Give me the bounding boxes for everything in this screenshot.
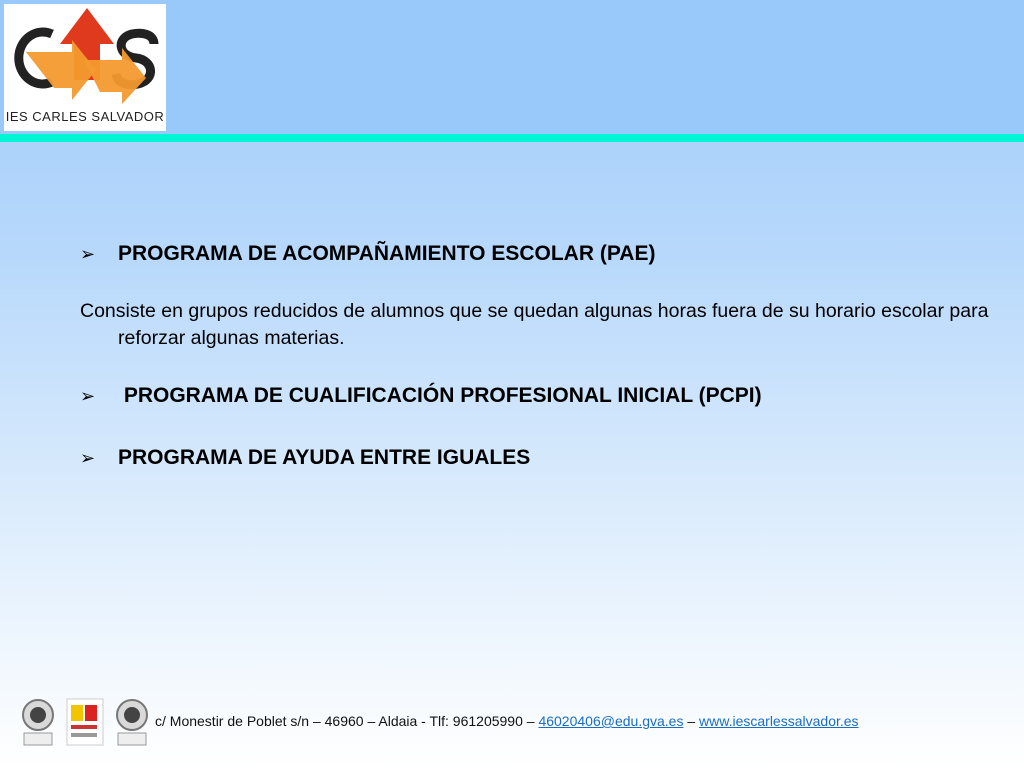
arrow-bullet-icon: ➢ xyxy=(80,448,96,468)
description-paragraph: Consiste en grupos reducidos de alumnos que se quedan algunas horas fuera de su horario escolar para reforzar algunas materias. xyxy=(80,300,989,349)
bullet-pcpi xyxy=(80,382,762,410)
email-link[interactable]: 46020406@edu.gva.es xyxy=(538,713,684,729)
website-link[interactable]: www.iescarlessalvador.es xyxy=(699,713,859,729)
footer-badges xyxy=(18,696,159,748)
header-accent-line xyxy=(0,134,1024,142)
bullet-text: PROGRAMA DE ACOMPAÑAMIENTO ESCOLAR (PAE) xyxy=(118,242,656,265)
bullet-ayuda xyxy=(80,444,530,472)
bullet-pae xyxy=(80,240,655,268)
generalitat-ef-badge-icon xyxy=(65,697,105,747)
school-logo xyxy=(4,4,166,131)
bullet-text: PROGRAMA DE AYUDA ENTRE IGUALES xyxy=(118,446,531,469)
footer-separator: – xyxy=(687,713,696,729)
excellence-400-badge-icon xyxy=(112,697,152,747)
footer-address: c/ Monestir de Poblet s/n – 46960 – Aldaia - Tlf: 961205990 – xyxy=(155,713,535,729)
arrow-bullet-icon: ➢ xyxy=(80,386,96,406)
footer-contact xyxy=(155,713,859,729)
excellence-300-badge-icon xyxy=(18,697,58,747)
bullet-text: PROGRAMA DE CUALIFICACIÓN PROFESIONAL INICIAL (PCPI) xyxy=(118,384,762,407)
logo-text: IES CARLES SALVADOR xyxy=(5,109,165,124)
arrow-bullet-icon: ➢ xyxy=(80,244,96,264)
